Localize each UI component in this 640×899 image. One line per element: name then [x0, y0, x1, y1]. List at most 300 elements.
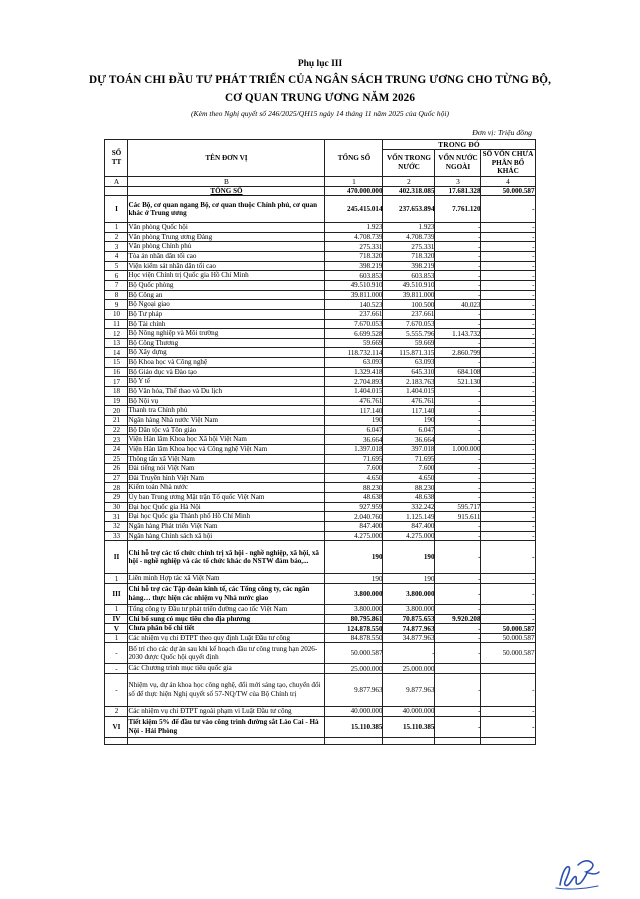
row-unit-name: Học viện Chính trị Quốc gia Hồ Chí Minh	[128, 271, 325, 281]
row-stt: -	[105, 674, 128, 707]
table-row	[105, 464, 535, 474]
row-unit-name: Đại học Quốc gia Hà Nội	[128, 502, 325, 512]
row-unit-name: Bố trí cho các dự án sau khi kế hoạch đầu tư công trung hạn 2026-2030 được Quốc hội quyết định	[128, 643, 325, 664]
row-total: 4.650	[325, 473, 383, 483]
row-stt: 20	[105, 406, 128, 416]
table-row	[105, 522, 535, 532]
row-foreign-capital: -	[435, 583, 481, 604]
table-row	[105, 574, 535, 584]
row-domestic-capital: 39.811.000	[383, 290, 435, 300]
table-row	[105, 502, 535, 512]
document-title-line-2: CƠ QUAN TRUNG ƯƠNG NĂM 2026	[224, 92, 416, 105]
row-stt: -	[105, 643, 128, 664]
col-index-domestic: 2	[383, 177, 435, 187]
col-index-foreign: 3	[435, 177, 481, 187]
row-domestic-capital: 398.219	[383, 261, 435, 271]
row-stt: 10	[105, 309, 128, 319]
row-total: 84.878.550	[325, 633, 383, 643]
table-row	[105, 338, 535, 348]
table-row	[105, 377, 535, 387]
table-body	[105, 187, 535, 745]
appendix-label: Phụ lục III	[297, 59, 343, 69]
row-unallocated-capital: -	[481, 435, 535, 445]
row-unallocated-capital: 50.000.587	[481, 624, 535, 634]
row-total: 2.040.760	[325, 512, 383, 522]
row-unit-name: TỔNG SỐ	[128, 187, 325, 196]
row-stt: 25	[105, 454, 128, 464]
row-domestic-capital: 7.600	[383, 464, 435, 474]
row-unallocated-capital: -	[481, 252, 535, 262]
row-unallocated-capital: -	[481, 493, 535, 503]
table-row	[105, 261, 535, 271]
row-unallocated-capital: -	[481, 583, 535, 604]
row-domestic-capital: 88.230	[383, 483, 435, 493]
row-foreign-capital: -	[435, 319, 481, 329]
row-unit-name: Bộ Tư pháp	[128, 309, 325, 319]
row-unit-name: Viện kiểm sát nhân dân tối cao	[128, 261, 325, 271]
row-unallocated-capital: 50.000.587	[481, 187, 535, 196]
row-stt: 28	[105, 483, 128, 493]
row-total: 190	[325, 541, 383, 574]
row-domestic-capital: 15.110.385	[383, 716, 435, 737]
table-row	[105, 319, 535, 329]
row-foreign-capital: -	[435, 338, 481, 348]
row-unit-name: Bộ Công an	[128, 290, 325, 300]
row-foreign-capital: -	[435, 716, 481, 737]
row-unallocated-capital: -	[481, 223, 535, 233]
col-index-name: B	[128, 177, 325, 187]
row-total: 88.230	[325, 483, 383, 493]
row-total: 25.000.000	[325, 664, 383, 674]
row-unit-name: Ngân hàng Chính sách xã hội	[128, 531, 325, 541]
row-unallocated-capital: -	[481, 232, 535, 242]
row-unallocated-capital: -	[481, 604, 535, 614]
table-row	[105, 242, 535, 252]
document-title-line-1: DỰ TOÁN CHI ĐẦU TƯ PHÁT TRIỂN CỦA NGÂN SÁCH TRUNG ƯƠNG CHO TỪNG BỘ,	[88, 74, 552, 87]
header-foreign-line1: VỐN NƯỚC	[438, 154, 478, 163]
row-unit-name: Bộ Tài chính	[128, 319, 325, 329]
row-unallocated-capital: -	[481, 483, 535, 493]
row-domestic-capital: 9.877.963	[383, 674, 435, 707]
row-domestic-capital: 59.669	[383, 338, 435, 348]
row-unit-name: Chi bổ sung có mục tiêu cho địa phương	[128, 614, 325, 624]
row-domestic-capital: 71.695	[383, 454, 435, 464]
table-row	[105, 425, 535, 435]
row-total: 117.140	[325, 406, 383, 416]
col-index-unallocated: 4	[481, 177, 535, 187]
row-unallocated-capital: -	[481, 614, 535, 624]
header-name: TÊN ĐƠN VỊ	[128, 139, 325, 176]
table-row	[105, 435, 535, 445]
row-unallocated-capital: -	[481, 329, 535, 339]
row-foreign-capital: -	[435, 464, 481, 474]
row-foreign-capital: -	[435, 643, 481, 664]
row-domestic-capital: 190	[383, 415, 435, 425]
row-unit-name: Bộ Ngoại giao	[128, 300, 325, 310]
row-foreign-capital: -	[435, 483, 481, 493]
table-row	[105, 493, 535, 503]
row-domestic-capital: 7.670.053	[383, 319, 435, 329]
row-foreign-capital: -	[435, 522, 481, 532]
row-total: 718.320	[325, 252, 383, 262]
row-domestic-capital: 1.125.149	[383, 512, 435, 522]
row-total: 398.219	[325, 261, 383, 271]
row-unallocated-capital: -	[481, 444, 535, 454]
table-row	[105, 633, 535, 643]
row-unit-name: Đài tiếng nói Việt Nam	[128, 464, 325, 474]
header-foreign-capital	[435, 149, 481, 176]
row-domestic-capital: 4.650	[383, 473, 435, 483]
row-domestic-capital: 6.047	[383, 425, 435, 435]
row-domestic-capital: 117.140	[383, 406, 435, 416]
row-foreign-capital: -	[435, 290, 481, 300]
row-total: 118.732.114	[325, 348, 383, 358]
row-unit-name: Chi hỗ trợ các tổ chức chính trị xã hội - nghề nghiệp, xã hội, xã hội - nghề nghiệp và các tổ chức khác do NSTW đảm bảo,...	[128, 541, 325, 574]
header-stt-line1: SỐ	[111, 149, 122, 158]
row-domestic-capital: 275.331	[383, 242, 435, 252]
table-row	[105, 232, 535, 242]
row-domestic-capital: 645.310	[383, 367, 435, 377]
row-foreign-capital: -	[435, 271, 481, 281]
row-total: 40.000.000	[325, 707, 383, 717]
header-row-1	[105, 139, 535, 149]
table-row	[105, 252, 535, 262]
row-stt: 15	[105, 358, 128, 368]
row-foreign-capital: -	[435, 493, 481, 503]
row-total: 7.600	[325, 464, 383, 474]
row-foreign-capital: -	[435, 309, 481, 319]
row-unallocated-capital: -	[481, 196, 535, 223]
row-foreign-capital: -	[435, 707, 481, 717]
budget-table	[104, 139, 535, 745]
row-total: 1.923	[325, 223, 383, 233]
table-row	[105, 309, 535, 319]
row-unallocated-capital: -	[481, 415, 535, 425]
row-total: 140.523	[325, 300, 383, 310]
row-stt: 9	[105, 300, 128, 310]
table-row	[105, 716, 535, 737]
row-total: 7.670.053	[325, 319, 383, 329]
row-stt: 17	[105, 377, 128, 387]
row-unallocated-capital: -	[481, 541, 535, 574]
table-row	[105, 512, 535, 522]
row-domestic-capital: 237.653.894	[383, 196, 435, 223]
row-stt: III	[105, 583, 128, 604]
table-row	[105, 604, 535, 614]
row-stt: 2	[105, 232, 128, 242]
row-domestic-capital: 34.877.963	[383, 633, 435, 643]
table-row	[105, 415, 535, 425]
row-stt: 1	[105, 604, 128, 614]
row-unallocated-capital: -	[481, 502, 535, 512]
row-stt: 1	[105, 223, 128, 233]
table-row	[105, 223, 535, 233]
row-domestic-capital: 25.000.000	[383, 664, 435, 674]
row-unit-name: Nhiệm vụ, dự án khoa học công nghệ, đổi mới sáng tạo, chuyển đổi số để thực hiện Nghị quyết số 57-NQ/TW của Bộ Chính trị	[128, 674, 325, 707]
row-foreign-capital: -	[435, 674, 481, 707]
table-row	[105, 643, 535, 664]
row-total: 190	[325, 415, 383, 425]
row-unit-name: Đại học Quốc gia Thành phố Hồ Chí Minh	[128, 512, 325, 522]
row-unit-name: Chi hỗ trợ các Tập đoàn kinh tế, các Tổng công ty, các ngân hàng… thực hiện các nhiệm vụ Nhà nước giao	[128, 583, 325, 604]
row-total: 847.400	[325, 522, 383, 532]
spacer-cell	[128, 737, 325, 744]
row-unallocated-capital: -	[481, 261, 535, 271]
row-unallocated-capital: 50.000.587	[481, 643, 535, 664]
row-total: 71.695	[325, 454, 383, 464]
row-unit-name: Tiết kiệm 5% để đầu tư vào công trình đường sắt Lào Cai - Hà Nội - Hải Phòng	[128, 716, 325, 737]
row-unallocated-capital: -	[481, 358, 535, 368]
row-foreign-capital: 40.023	[435, 300, 481, 310]
row-unit-name: Bộ Công Thương	[128, 338, 325, 348]
spacer-cell	[481, 737, 535, 744]
row-unit-name: Tổng công ty Đầu tư phát triển đường cao tốc Việt Nam	[128, 604, 325, 614]
table-row	[105, 614, 535, 624]
row-total: 190	[325, 574, 383, 584]
row-domestic-capital: 603.853	[383, 271, 435, 281]
row-domestic-capital: 4.708.739	[383, 232, 435, 242]
row-stt: 22	[105, 425, 128, 435]
spacer-cell	[325, 737, 383, 744]
row-domestic-capital: 1.923	[383, 223, 435, 233]
row-foreign-capital: -	[435, 232, 481, 242]
row-unit-name: Các Chương trình mục tiêu quốc gia	[128, 664, 325, 674]
row-total: 49.510.910	[325, 280, 383, 290]
row-unit-name: Văn phòng Quốc hội	[128, 223, 325, 233]
row-stt: -	[105, 664, 128, 674]
row-domestic-capital: 1.404.015	[383, 387, 435, 397]
row-foreign-capital: -	[435, 415, 481, 425]
row-foreign-capital: -	[435, 624, 481, 634]
row-domestic-capital: 5.555.796	[383, 329, 435, 339]
row-stt: 30	[105, 502, 128, 512]
table-row	[105, 348, 535, 358]
row-domestic-capital: 3.800.000	[383, 604, 435, 614]
table-row	[105, 280, 535, 290]
row-foreign-capital: -	[435, 358, 481, 368]
row-total: 237.661	[325, 309, 383, 319]
row-unallocated-capital: -	[481, 338, 535, 348]
row-unallocated-capital: -	[481, 242, 535, 252]
row-foreign-capital: -	[435, 387, 481, 397]
row-unallocated-capital: -	[481, 522, 535, 532]
row-stt: 7	[105, 280, 128, 290]
row-foreign-capital: -	[435, 633, 481, 643]
table-row	[105, 406, 535, 416]
row-unit-name: Chưa phân bổ chi tiết	[128, 624, 325, 634]
row-foreign-capital: -	[435, 396, 481, 406]
row-unit-name: Các Bộ, cơ quan ngang Bộ, cơ quan thuộc Chính phủ, cơ quan khác ở Trung ương	[128, 196, 325, 223]
row-unallocated-capital: -	[481, 319, 535, 329]
row-stt: 11	[105, 319, 128, 329]
row-foreign-capital: -	[435, 435, 481, 445]
row-domestic-capital: 332.242	[383, 502, 435, 512]
row-total: 470.000.000	[325, 187, 383, 196]
table-row	[105, 367, 535, 377]
table-row	[105, 483, 535, 493]
row-domestic-capital: 237.661	[383, 309, 435, 319]
row-foreign-capital: 595.717	[435, 502, 481, 512]
row-domestic-capital: 48.638	[383, 493, 435, 503]
row-stt: 5	[105, 261, 128, 271]
row-unit-name: Bộ Quốc phòng	[128, 280, 325, 290]
row-unallocated-capital: -	[481, 396, 535, 406]
header-domestic-line1: VỐN TRONG	[386, 154, 431, 163]
row-stt: 31	[105, 512, 128, 522]
header-unallocated-line1: SỐ VỐN CHƯA	[482, 149, 534, 158]
row-total: 4.275.000	[325, 531, 383, 541]
row-unallocated-capital: -	[481, 300, 535, 310]
row-total: 6.047	[325, 425, 383, 435]
row-stt: 26	[105, 464, 128, 474]
table-row	[105, 271, 535, 281]
row-stt: IV	[105, 614, 128, 624]
row-unit-name: Thông tấn xã Việt Nam	[128, 454, 325, 464]
row-stt: 1	[105, 633, 128, 643]
row-unit-name: Bộ Khoa học và Công nghệ	[128, 358, 325, 368]
table-row	[105, 358, 535, 368]
row-unit-name: Các nhiệm vụ chi ĐTPT theo quy định Luật Đầu tư công	[128, 633, 325, 643]
row-foreign-capital: 17.681.328	[435, 187, 481, 196]
row-unallocated-capital: -	[481, 425, 535, 435]
row-total: 50.000.587	[325, 643, 383, 664]
row-domestic-capital: 36.664	[383, 435, 435, 445]
row-foreign-capital: 684.108	[435, 367, 481, 377]
row-domestic-capital: 847.400	[383, 522, 435, 532]
table-row	[105, 473, 535, 483]
row-domestic-capital: 397.018	[383, 444, 435, 454]
row-unit-name: Thanh tra Chính phủ	[128, 406, 325, 416]
row-stt: 32	[105, 522, 128, 532]
row-unallocated-capital: -	[481, 348, 535, 358]
row-stt: 27	[105, 473, 128, 483]
row-unallocated-capital: -	[481, 473, 535, 483]
table-row	[105, 583, 535, 604]
row-unallocated-capital: -	[481, 377, 535, 387]
row-foreign-capital: -	[435, 473, 481, 483]
header-total: TỔNG SỐ	[325, 139, 383, 176]
row-unallocated-capital: -	[481, 290, 535, 300]
row-stt: 24	[105, 444, 128, 454]
row-foreign-capital: 1.000.000	[435, 444, 481, 454]
row-total: 3.800.000	[325, 583, 383, 604]
table-row	[105, 300, 535, 310]
row-foreign-capital: -	[435, 406, 481, 416]
row-unit-name: Bộ Xây dựng	[128, 348, 325, 358]
col-index-stt: A	[105, 177, 128, 187]
row-unit-name: Liên minh Hợp tác xã Việt Nam	[128, 574, 325, 584]
row-stt: 8	[105, 290, 128, 300]
row-foreign-capital: -	[435, 454, 481, 464]
row-unallocated-capital: -	[481, 406, 535, 416]
header-unallocated-capital	[481, 149, 535, 176]
row-unit-name: Viện Hàn lâm Khoa học và Công nghệ Việt Nam	[128, 444, 325, 454]
row-foreign-capital	[435, 664, 481, 674]
table-row	[105, 387, 535, 397]
row-foreign-capital: 521.130	[435, 377, 481, 387]
row-stt: 19	[105, 396, 128, 406]
table-row	[105, 707, 535, 717]
table-end-spacer	[105, 737, 535, 744]
row-domestic-capital: 70.875.653	[383, 614, 435, 624]
row-stt: 14	[105, 348, 128, 358]
row-stt: 16	[105, 367, 128, 377]
row-unit-name: Bộ Dân tộc và Tôn giáo	[128, 425, 325, 435]
row-stt: 18	[105, 387, 128, 397]
row-domestic-capital: 190	[383, 574, 435, 584]
row-domestic-capital: 4.275.000	[383, 531, 435, 541]
row-unallocated-capital: -	[481, 574, 535, 584]
row-foreign-capital: 9.920.208	[435, 614, 481, 624]
row-foreign-capital: -	[435, 252, 481, 262]
header-stt	[105, 139, 128, 176]
table-row	[105, 624, 535, 634]
row-total: 1.329.418	[325, 367, 383, 377]
row-stt: 1	[105, 574, 128, 584]
document-header	[0, 0, 640, 119]
row-domestic-capital: 63.093	[383, 358, 435, 368]
row-stt: 12	[105, 329, 128, 339]
row-unallocated-capital: -	[481, 387, 535, 397]
row-total: 80.795.861	[325, 614, 383, 624]
row-foreign-capital: -	[435, 531, 481, 541]
row-unallocated-capital: -	[481, 464, 535, 474]
unit-note: Đơn vị: Triệu đồng	[472, 127, 532, 137]
row-unit-name: Kiểm toán Nhà nước	[128, 483, 325, 493]
row-stt: V	[105, 624, 128, 634]
row-unit-name: Các nhiệm vụ chi ĐTPT ngoài phạm vi Luật Đầu tư công	[128, 707, 325, 717]
row-unit-name: Bộ Nội vụ	[128, 396, 325, 406]
row-total: 9.877.963	[325, 674, 383, 707]
row-stt: 33	[105, 531, 128, 541]
table-row	[105, 664, 535, 674]
table-row	[105, 187, 535, 196]
row-unit-name: Đài Truyền hình Việt Nam	[128, 473, 325, 483]
row-total: 476.761	[325, 396, 383, 406]
row-unallocated-capital	[481, 664, 535, 674]
row-unallocated-capital: -	[481, 512, 535, 522]
row-unit-name: Văn phòng Chính phủ	[128, 242, 325, 252]
row-domestic-capital: -	[383, 643, 435, 664]
row-total: 275.331	[325, 242, 383, 252]
row-unit-name: Viện Hàn lâm Khoa học Xã hội Việt Nam	[128, 435, 325, 445]
table-row	[105, 454, 535, 464]
header-domestic-line2: NƯỚC	[398, 162, 420, 171]
row-total: 1.397.018	[325, 444, 383, 454]
row-foreign-capital: -	[435, 425, 481, 435]
row-domestic-capital: 49.510.910	[383, 280, 435, 290]
row-domestic-capital: 2.183.763	[383, 377, 435, 387]
row-unallocated-capital: -	[481, 280, 535, 290]
row-stt: II	[105, 541, 128, 574]
row-unallocated-capital: -	[481, 707, 535, 717]
spacer-cell	[383, 737, 435, 744]
row-total: 1.404.015	[325, 387, 383, 397]
row-stt: 2	[105, 707, 128, 717]
row-foreign-capital: 2.860.799	[435, 348, 481, 358]
header-domestic-capital	[383, 149, 435, 176]
row-domestic-capital: 40.000.000	[383, 707, 435, 717]
spacer-cell	[105, 737, 128, 744]
row-stt: I	[105, 196, 128, 223]
row-foreign-capital: -	[435, 604, 481, 614]
header-stt-line2: TT	[111, 157, 122, 166]
row-total: 4.708.739	[325, 232, 383, 242]
row-stt: 4	[105, 252, 128, 262]
row-unallocated-capital: 50.000.587	[481, 633, 535, 643]
table-row	[105, 531, 535, 541]
row-total: 59.669	[325, 338, 383, 348]
